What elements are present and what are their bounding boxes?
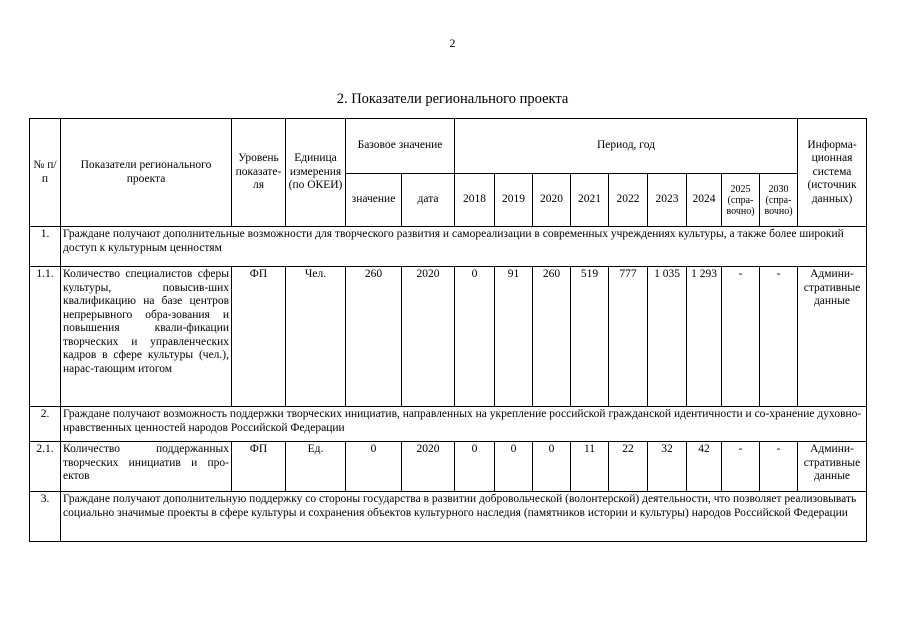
table-row (30, 442, 867, 492)
row-num: 2.1. (30, 442, 61, 492)
header-year: 2021 (571, 174, 609, 227)
row-num: 1.1. (30, 267, 61, 407)
base-value: 260 (346, 267, 402, 407)
row-num: 3. (30, 492, 61, 542)
section-row (30, 407, 867, 442)
header-year: 2023 (648, 174, 687, 227)
header-base: Базовое значение (346, 119, 455, 174)
section-text: Граждане получают дополнительную поддержку со стороны государства в развитии добровольческой (волонтерской) деятельности, что позволяет реализовывать социально значимые проекты в сфере культуры и сохранения объектов культурного наследия (памятников истории и культуры) народов Российской Федерации (61, 492, 867, 542)
header-year: 2024 (687, 174, 722, 227)
header-level: Уровень показате-ля (232, 119, 286, 227)
level-value: ФП (232, 442, 286, 492)
header-year: 2022 (609, 174, 648, 227)
document-title: 2. Показатели регионального проекта (336, 91, 569, 107)
header-year: 2019 (495, 174, 533, 227)
base-value: 0 (346, 442, 402, 492)
unit-value: Чел. (286, 267, 346, 407)
info-system-value: Админи-стративные данные (798, 442, 867, 492)
section-row (30, 492, 867, 542)
year-value: 22 (609, 442, 648, 492)
header-year-2030: 2030 (спра- вочно) (760, 174, 798, 227)
year-value: 519 (571, 267, 609, 407)
section-text: Граждане получают дополнительные возможности для творческого развития и самореализации в современных учреждениях культуры, а также более широкий доступ к культурным ценностям (61, 227, 867, 267)
header-base-date: дата (402, 174, 455, 227)
header-info-system: Информа-ционная система (источник данных) (798, 119, 867, 227)
year-2025-value: - (722, 442, 760, 492)
base-date: 2020 (402, 442, 455, 492)
header-indicator: Показатели регионального проекта (61, 119, 232, 227)
header-year: 2020 (533, 174, 571, 227)
year-value: 32 (648, 442, 687, 492)
header-base-value: значение (346, 174, 402, 227)
table-row (30, 267, 867, 407)
year-2030-value: - (760, 442, 798, 492)
year-value: 1 293 (687, 267, 722, 407)
header-year: 2018 (455, 174, 495, 227)
section-text: Граждане получают возможность поддержки творческих инициатив, направленных на укрепление российской гражданской идентичности и со-хранение духовно-нравственных ценностей народов Российской Федерации (61, 407, 867, 442)
section-row (30, 227, 867, 267)
year-value: 777 (609, 267, 648, 407)
header-year-2025: 2025 (спра- вочно) (722, 174, 760, 227)
row-num: 1. (30, 227, 61, 267)
unit-value: Ед. (286, 442, 346, 492)
indicators-table (29, 118, 867, 542)
indicator-name: Количество специалистов сферы культуры, повысив-ших квалификацию на базе центров непрерывного обра-зования и повышения квали-фикации творческих и управленческих кадров в сфере культуры (чел.), нарас-тающим итогом (61, 267, 232, 407)
year-value: 0 (533, 442, 571, 492)
year-value: 91 (495, 267, 533, 407)
row-num: 2. (30, 407, 61, 442)
year-2025-value: - (722, 267, 760, 407)
year-value: 42 (687, 442, 722, 492)
header-period: Период, год (455, 119, 798, 174)
indicator-name: Количество поддержанных творческих инициатив и про-ектов (61, 442, 232, 492)
year-value: 11 (571, 442, 609, 492)
year-2030-value: - (760, 267, 798, 407)
header-num: № п/п (30, 119, 61, 227)
base-date: 2020 (402, 267, 455, 407)
year-value: 260 (533, 267, 571, 407)
year-value: 1 035 (648, 267, 687, 407)
year-value: 0 (455, 442, 495, 492)
year-value: 0 (495, 442, 533, 492)
level-value: ФП (232, 267, 286, 407)
page-number: 2 (449, 36, 456, 50)
year-value: 0 (455, 267, 495, 407)
header-unit: Единица измерения (по ОКЕИ) (286, 119, 346, 227)
info-system-value: Админи-стративные данные (798, 267, 867, 407)
